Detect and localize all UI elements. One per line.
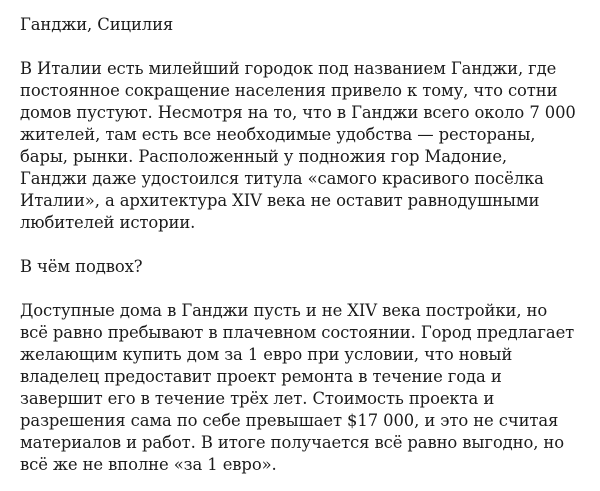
section-subheading: В чём подвох?: [20, 257, 143, 276]
text-line: владелец предоставит проект ремонта в течение года и: [20, 367, 502, 386]
text-line: жителей, там есть все необходимые удобства — рестораны,: [20, 125, 536, 144]
text-line: бары, рынки. Расположенный у подножия гор Мадоние,: [20, 147, 508, 166]
text-line: Италии», а архитектура XIV века не оставит равнодушными: [20, 191, 540, 210]
text-line: любителей истории.: [20, 213, 196, 232]
text-line: разрешения сама по себе превышает $17 000, и это не считая: [20, 411, 559, 430]
text-line: желающим купить дом за 1 евро при условии, что новый: [20, 345, 513, 364]
spacer: [20, 234, 596, 256]
paragraph-catch: [20, 300, 596, 476]
text-line: домов пустуют. Несмотря на то, что в Ганджи всего около 7 000: [20, 103, 576, 122]
text-line: В Италии есть милейший городок под названием Ганджи, где: [20, 59, 557, 78]
spacer: [20, 278, 596, 300]
text-line: материалов и работ. В итоге получается всё равно выгодно, но: [20, 433, 565, 452]
text-line: Доступные дома в Ганджи пусть и не XIV века постройки, но: [20, 301, 548, 320]
paragraph-intro: [20, 58, 596, 234]
text-line: Ганджи даже удостоился титула «самого красивого посёлка: [20, 169, 544, 188]
article-heading: Ганджи, Сицилия: [20, 15, 174, 34]
text-line: всё равно пребывают в плачевном состоянии. Город предлагает: [20, 323, 575, 342]
text-line: постоянное сокращение населения привело к тому, что сотни: [20, 81, 558, 100]
article: [20, 14, 596, 476]
text-line: завершит его в течение трёх лет. Стоимость проекта и: [20, 389, 495, 408]
spacer: [20, 36, 596, 58]
text-line: всё же не вполне «за 1 евро».: [20, 455, 277, 474]
